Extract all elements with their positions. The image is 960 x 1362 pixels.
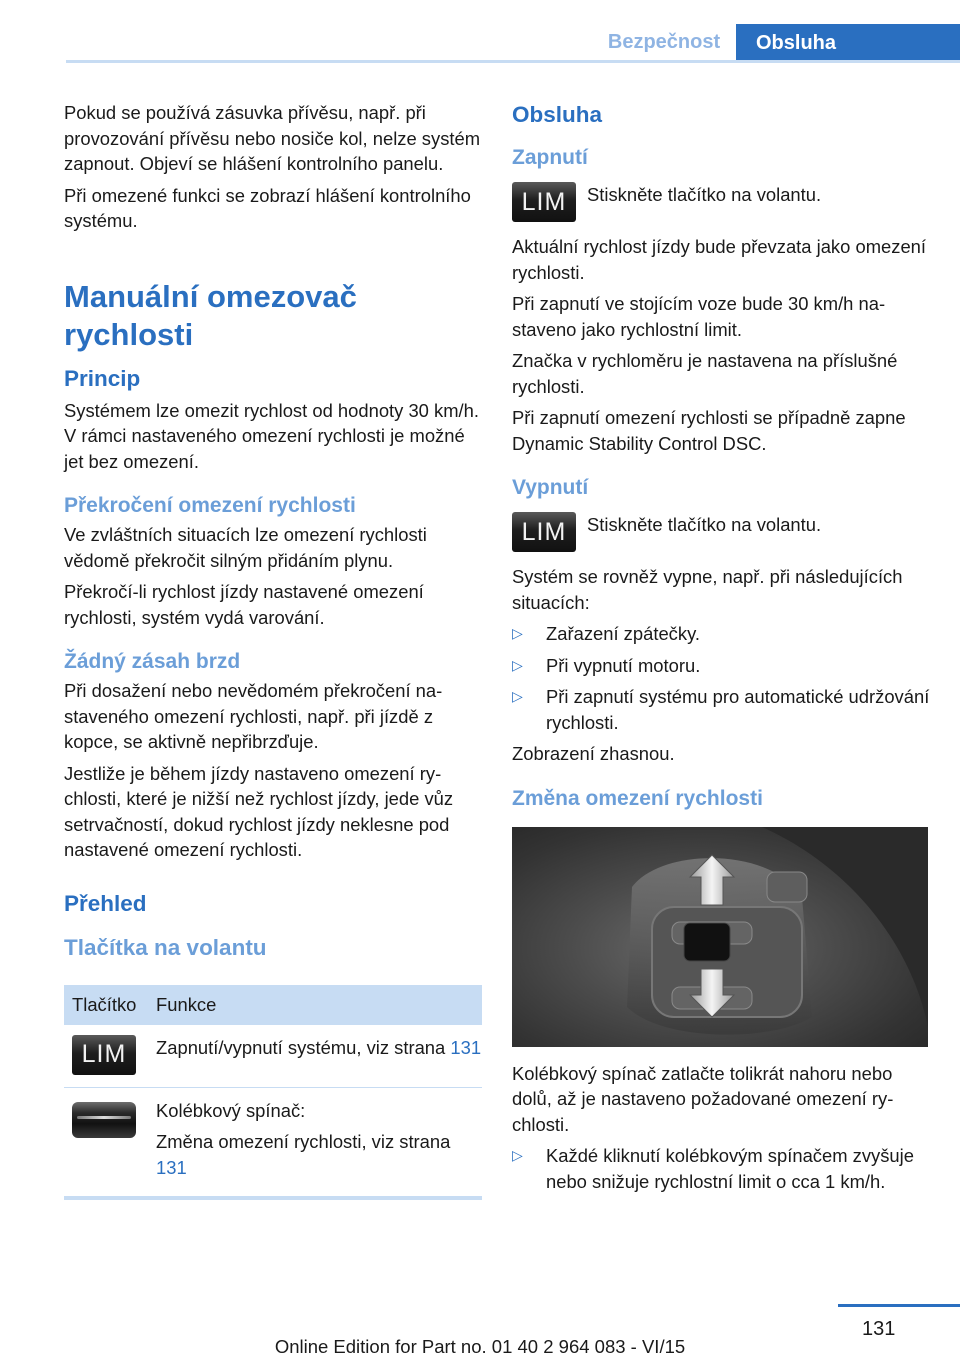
table-cell-function: [156, 1087, 482, 1198]
triangle-bullet-icon: ▷: [512, 688, 523, 704]
tab-safety[interactable]: Bezpečnost: [607, 31, 721, 53]
steering-wheel-rocker-photo: [512, 827, 928, 1047]
heading-principle: Princip: [64, 365, 141, 391]
section-title-manual-limiter: Manuální omezovač rychlosti: [64, 278, 357, 352]
row2-text-2: Změna omezení rychlosti, viz strana: [156, 1131, 451, 1152]
row1-text: Zapnutí/vypnutí systému, viz strana: [156, 1036, 451, 1058]
heading-operation: Obsluha: [512, 102, 603, 127]
rocker-switch-icon: [72, 1102, 136, 1138]
page-number: 131: [862, 1318, 896, 1340]
triangle-bullet-icon: ▷: [512, 625, 523, 641]
buttons-table: [64, 985, 482, 1201]
list-item: ▷ Každé kliknutí kolébkovým spínačem zvyšuje nebo snižuje rychlostní limit o cca 1 km/h.: [512, 1145, 914, 1192]
table-cell-button: [64, 1087, 156, 1198]
lim-button-icon: LIM: [512, 512, 576, 552]
table-cell-button: [64, 1025, 156, 1088]
heading-steering-buttons: Tlačítka na volantu: [64, 934, 267, 960]
off-paragraph-1: Systém se rovněž vypne, např. při následujících situacích:: [512, 566, 903, 613]
triangle-bullet-icon: ▷: [512, 1147, 523, 1163]
page-link-131[interactable]: 131: [156, 1156, 187, 1178]
heading-no-braking: Žádný zásah brzd: [64, 650, 241, 673]
list-item: ▷ Zařazení zpátečky.: [512, 621, 930, 647]
no-braking-paragraph-2: Jestliže je během jízdy nastaveno omezení rychlosti, které je nižší než rychlost jízdy, jede vůz setrvačností, dokud rychlost jízdy neklesne pod nastavené omezení rychlosti.: [64, 762, 454, 860]
lim-instruction-on: [512, 182, 930, 222]
exceed-paragraph-1: Ve zvláštních situacích lze omezení rychlosti vědomě překročit silným přidáním plynu.: [64, 524, 427, 571]
on-paragraph-1: Aktuální rychlost jízdy bude převzata jako omezení rychlosti.: [512, 236, 927, 283]
table-cell-function: [156, 1025, 482, 1088]
change-paragraph-1: Kolébkový spínač zatlačte tolikrát nahoru nebo dolů, až je nastaveno požadované omezení rychlosti.: [512, 1062, 894, 1135]
no-braking-paragraph-1: Při dosažení nebo nevědomém překročení nastaveného omezení rychlosti, např. při jízdě z kopce, se aktivně nepřibrzďuje.: [64, 680, 443, 752]
list-item: ▷ Při zapnutí systému pro automatické udržování rychlosti.: [512, 686, 930, 733]
list-item: ▷ Při vypnutí motoru.: [512, 653, 930, 679]
heading-switch-off: Vypnutí: [512, 476, 589, 499]
on-paragraph-3: Značka v rychloměru je nastavena na příslušné rychlosti.: [512, 350, 898, 397]
table-header-button: Tlačítko: [64, 985, 156, 1025]
exceed-paragraph-2: Překročí-li rychlost jízdy nastavené omezení rychlosti, systém vydá varování.: [64, 581, 424, 628]
intro-paragraph-1: Pokud se používá zásuvka přívěsu, např. při provozování přívěsu nebo nosiče kol, nelze systém zapnout. Objeví se hlášení kontrolního panelu.: [64, 102, 481, 174]
off-paragraph-2: Zobrazení zhasnou.: [512, 743, 675, 764]
page-link-131[interactable]: 131: [450, 1036, 482, 1058]
table-header-function: Funkce: [156, 985, 482, 1025]
on-paragraph-2: Při zapnutí ve stojícím voze bude 30 km/h nastaveno jako rychlostní limit.: [512, 293, 886, 340]
tab-operation[interactable]: Obsluha: [736, 24, 960, 63]
press-instruction-off: Stiskněte tlačítko na volantu.: [587, 514, 822, 535]
row2-text-1: Kolébkový spínač:: [156, 1099, 306, 1121]
press-instruction-on: Stiskněte tlačítko na volantu.: [587, 184, 822, 205]
right-column: [512, 100, 930, 1200]
heading-change-limit: Změna omezení rychlosti: [512, 786, 763, 810]
heading-overview: Přehled: [64, 890, 147, 916]
off-situations-list: [512, 621, 930, 735]
table-row: [64, 1025, 482, 1088]
left-column: [64, 100, 482, 1200]
header-rule: [66, 60, 960, 63]
on-paragraph-4: Při zapnutí omezení rychlosti se případně zapne Dynamic Stability Control DSC.: [512, 407, 906, 454]
lim-button-icon: LIM: [512, 182, 576, 222]
table-header-row: [64, 985, 482, 1025]
heading-exceed-limit: Překročení omezení rychlosti: [64, 494, 356, 517]
principle-paragraph: Systémem lze omezit rychlost od hodnoty 30 km/h. V rámci nastaveného omezení rychlosti je možné jet bez omezení.: [64, 399, 479, 472]
lim-button-icon: LIM: [72, 1035, 136, 1075]
triangle-bullet-icon: ▷: [512, 656, 523, 673]
footer-rule: [838, 1304, 960, 1307]
table-row: [64, 1087, 482, 1198]
heading-switch-on: Zapnutí: [512, 146, 588, 169]
lim-instruction-off: [512, 512, 930, 552]
steering-wheel-illustration: [512, 827, 928, 1047]
change-list: [512, 1143, 930, 1194]
intro-paragraph-2: Při omezené funkci se zobrazí hlášení kontrolního systému.: [64, 184, 471, 231]
edition-footer: Online Edition for Part no. 01 40 2 964 083 - VI/15: [274, 1336, 686, 1357]
